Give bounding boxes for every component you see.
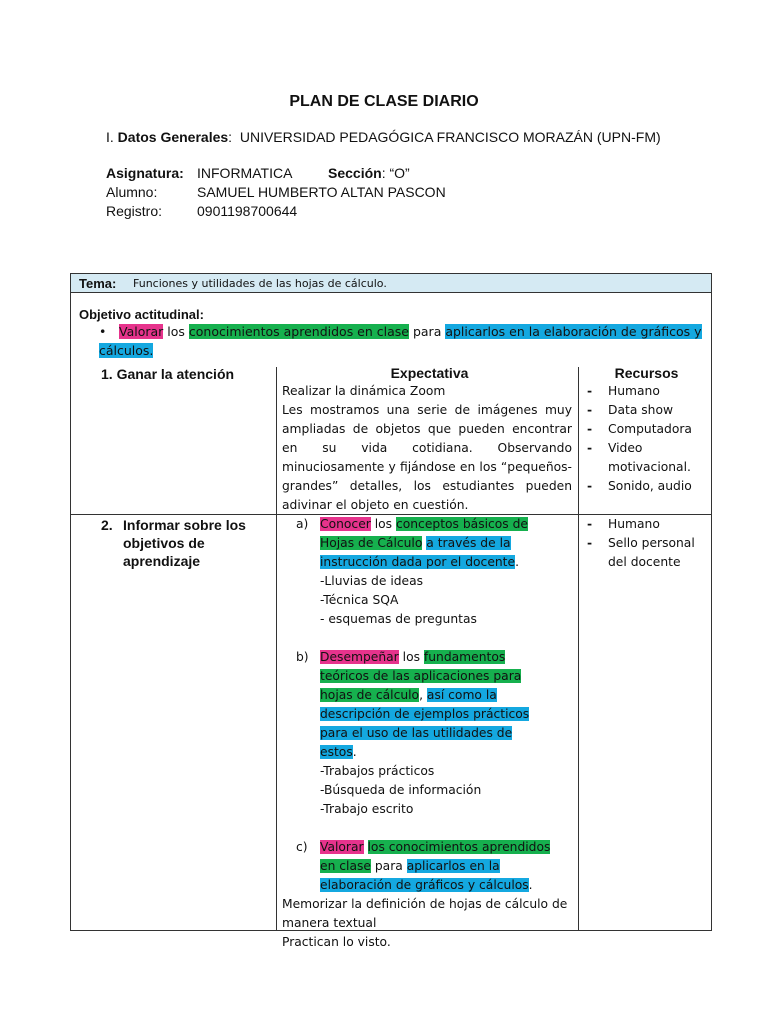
objective-b xyxy=(282,648,572,819)
objective-b-t1: Desempeñar xyxy=(320,650,399,664)
objective-a xyxy=(282,515,572,629)
objective-c-letter: c) xyxy=(296,840,308,854)
recurso-item: - Computadora xyxy=(584,420,709,439)
expectativa-1-text: Les mostramos una serie de imágenes muy ampliadas de objetos que pueden encontrar en su vida cotidiana. Observando minuciosamente y fijándose en los “pequeños-grandes” detalles, los estudiantes pueden adivinar el objeto en cuestión. xyxy=(282,403,572,512)
datos-prefix: I. xyxy=(106,129,118,145)
objective-a-sub: -Lluvias de ideas xyxy=(320,574,424,588)
objetivo-t6: cálculos. xyxy=(99,343,154,358)
datos-label: Datos Generales xyxy=(117,129,229,145)
objetivo-t3: conocimientos aprendidos en clase xyxy=(188,324,409,339)
objective-b-t3: fundamentos teóricos de las aplicaciones para hojas de cálculo xyxy=(320,650,522,702)
objective-a-t5: a través de la instrucción dada por el docente xyxy=(320,536,516,569)
seccion-value: : “O” xyxy=(381,165,410,181)
objective-a-sub: -Técnica SQA xyxy=(320,593,399,607)
page-title: PLAN DE CLASE DIARIO xyxy=(289,93,479,110)
datos-sep: : xyxy=(228,129,233,145)
objective-a-t3: conceptos básicos de Hojas de Cálculo xyxy=(320,517,528,550)
objective-c-t2 xyxy=(364,840,368,854)
objective-b-t2: los xyxy=(398,650,424,664)
recurso-item: - Humano xyxy=(584,515,709,534)
objetivo-t4: para xyxy=(408,324,446,339)
asignatura-line xyxy=(106,165,410,181)
alumno-label: Alumno: xyxy=(106,184,158,200)
recurso-item: - Data show xyxy=(584,401,709,420)
objective-b-t8: . xyxy=(352,745,357,759)
objective-c xyxy=(282,838,572,895)
objective-a-t6: . xyxy=(515,555,519,569)
expectativa-1-title: Realizar la dinámica Zoom xyxy=(282,384,446,398)
tema-value: Funciones y utilidades de las hojas de cálculo. xyxy=(133,277,387,290)
registro-line xyxy=(106,203,297,219)
alumno-value: SAMUEL HUMBERTO ALTAN PASCON xyxy=(197,184,446,200)
objetivo-heading: Objetivo actitudinal: xyxy=(79,307,204,322)
col-expectativa-header: Expectativa xyxy=(390,365,469,381)
objective-c-t3: los conocimientos aprendidos en clase xyxy=(320,840,551,873)
objective-b-letter: b) xyxy=(296,650,309,664)
recursos-1 xyxy=(584,382,709,496)
datos-value: UNIVERSIDAD PEDAGÓGICA FRANCISCO MORAZÁN (UPN-FM) xyxy=(239,129,661,145)
recursos-2 xyxy=(584,515,709,572)
objective-a-t2: los xyxy=(370,517,396,531)
objetivo-text xyxy=(79,322,704,341)
expectativa-2-extra2: Practican lo visto. xyxy=(282,935,391,949)
registro-value: 0901198700644 xyxy=(197,203,298,219)
objetivo-t2: los xyxy=(163,324,189,339)
recurso-item: - Sello personal del docente xyxy=(584,534,709,572)
expectativa-2-extra1: Memorizar la definición de hojas de cálculo de manera textual xyxy=(282,897,568,930)
recurso-item: - Sonido, audio xyxy=(584,477,709,496)
objetivo-text-line2 xyxy=(79,341,704,360)
recurso-item: - Humano xyxy=(584,382,709,401)
objective-b-t7: estos xyxy=(320,745,353,759)
objective-c-t6: . xyxy=(528,878,533,892)
col-recursos-header: Recursos xyxy=(614,365,679,381)
phase-2-num: 2. xyxy=(101,517,113,533)
asignatura-value: INFORMATICA xyxy=(197,165,293,181)
objective-b-sub: -Trabajos prácticos xyxy=(320,764,435,778)
objective-c-t4: para xyxy=(370,859,407,873)
registro-label: Registro: xyxy=(106,203,163,219)
col-divider-1 xyxy=(276,367,277,931)
bullet-icon: • xyxy=(99,324,107,339)
datos-generales-line xyxy=(106,129,661,145)
lesson-table xyxy=(70,273,712,949)
objective-b-t4: , xyxy=(419,688,427,702)
expectativa-2 xyxy=(282,515,572,952)
objetivo-t5: aplicarlos en la elaboración de gráficos y xyxy=(445,324,702,339)
expectativa-1 xyxy=(282,382,572,515)
phase-2-title: Informar sobre los objetivos de aprendizaje xyxy=(123,517,246,569)
asignatura-label: Asignatura: xyxy=(106,165,184,181)
objective-a-sub: - esquemas de preguntas xyxy=(320,612,477,626)
objetivo-block xyxy=(79,307,704,360)
tema-row xyxy=(71,274,711,293)
col-divider-2 xyxy=(578,367,579,931)
recurso-item: - Video motivacional. xyxy=(584,439,709,477)
objective-a-letter: a) xyxy=(296,517,309,531)
objective-c-t5: aplicarlos en la elaboración de gráficos y cálculos xyxy=(320,859,529,892)
phase-1-title: 1. Ganar la atención xyxy=(101,366,235,382)
objective-b-sub: -Trabajo escrito xyxy=(320,802,414,816)
objective-c-t1: Valorar xyxy=(320,840,364,854)
tema-label: Tema: xyxy=(79,276,117,291)
objective-a-t1: Conocer xyxy=(320,517,371,531)
objective-b-t5: así como la descripción de ejemplos prácticos para el uso de las utilidades de xyxy=(320,688,530,740)
seccion-label: Sección xyxy=(328,165,382,181)
alumno-line xyxy=(106,184,446,200)
objective-b-sub: -Búsqueda de información xyxy=(320,783,482,797)
objetivo-valorar: Valorar xyxy=(119,324,164,339)
